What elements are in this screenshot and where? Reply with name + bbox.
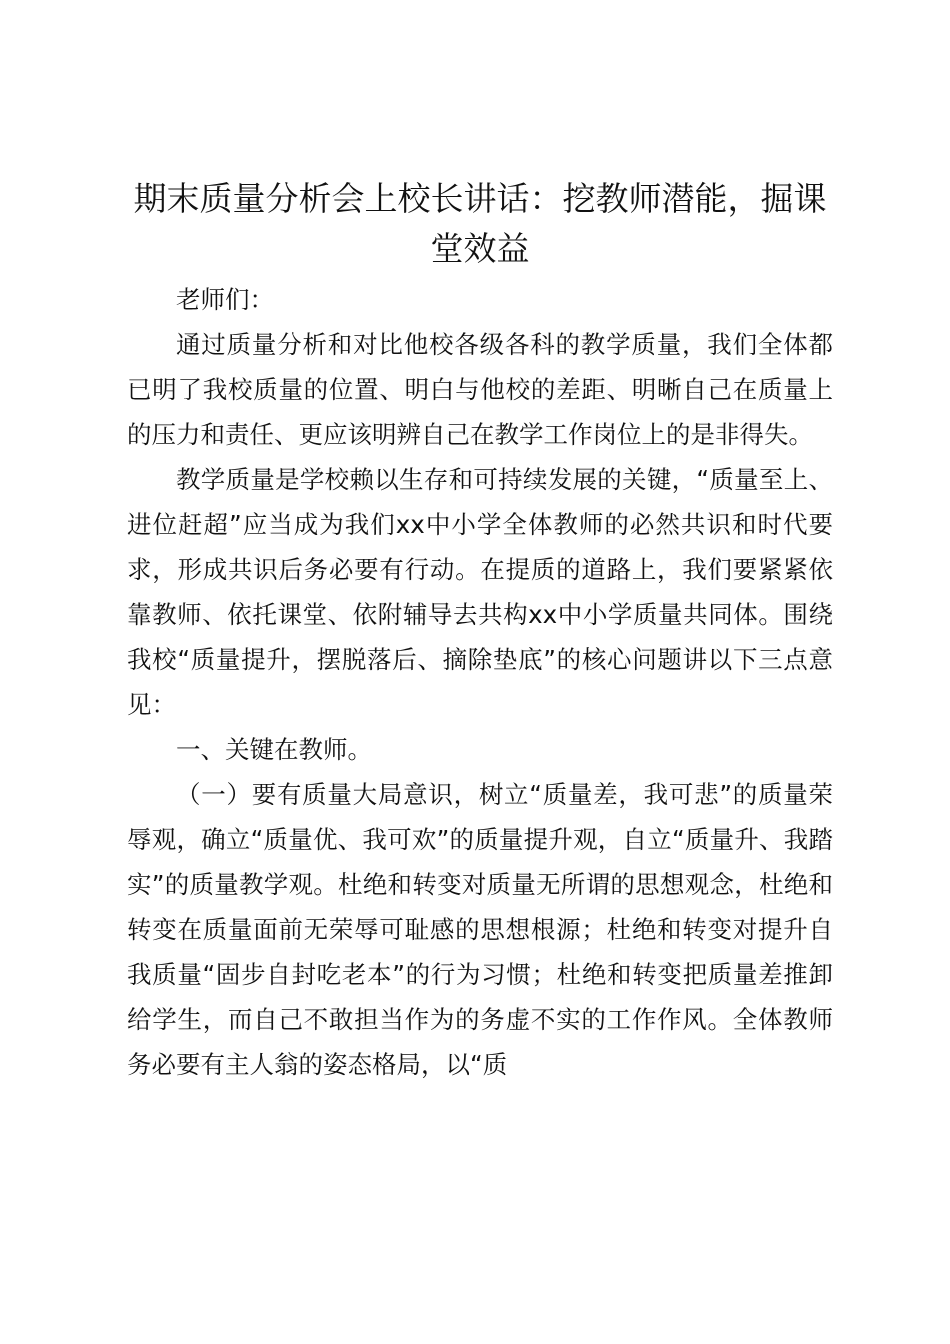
- salutation: 老师们：: [176, 285, 274, 314]
- paragraph-3: （一）要有质量大局意识，树立“质量差，我可悲”的质量荣辱观，确立“质量优、我可欢”的质量提升观，自立“质量升、我踏实”的质量教学观。杜绝和转变对质量无所谓的思想观念，杜绝和转变在质量面前无荣辱可耻感的思想根源；杜绝和转变对提升自我质量“固步自封吃老本”的行为习惯；杜绝和转变把质量差推卸给学生，而自己不敢担当作为的务虚不实的工作作风。全体教师务必要有主人翁的姿态格局，以“质: [127, 780, 833, 1079]
- document-body: [127, 277, 833, 1087]
- paragraph-1: 通过质量分析和对比他校各级各科的教学质量，我们全体都已明了我校质量的位置、明白与他校的差距、明晰自己在质量上的压力和责任、更应该明辨自己在教学工作岗位上的是非得失。: [127, 330, 833, 449]
- section-heading-1: 一、关键在教师。: [176, 735, 372, 764]
- document-title: 期末质量分析会上校长讲话：挖教师潜能，掘课堂效益: [133, 179, 827, 268]
- paragraph-2: 教学质量是学校赖以生存和可持续发展的关键，“质量至上、进位赶超”应当成为我们xx中小学全体教师的必然共识和时代要求，形成共识后务必要有行动。在提质的道路上，我们要紧紧依靠教师、依托课堂、依附辅导去共构xx中小学质量共同体。围绕我校“质量提升，摆脱落后、摘除垫底”的核心问题讲以下三点意见：: [127, 465, 833, 719]
